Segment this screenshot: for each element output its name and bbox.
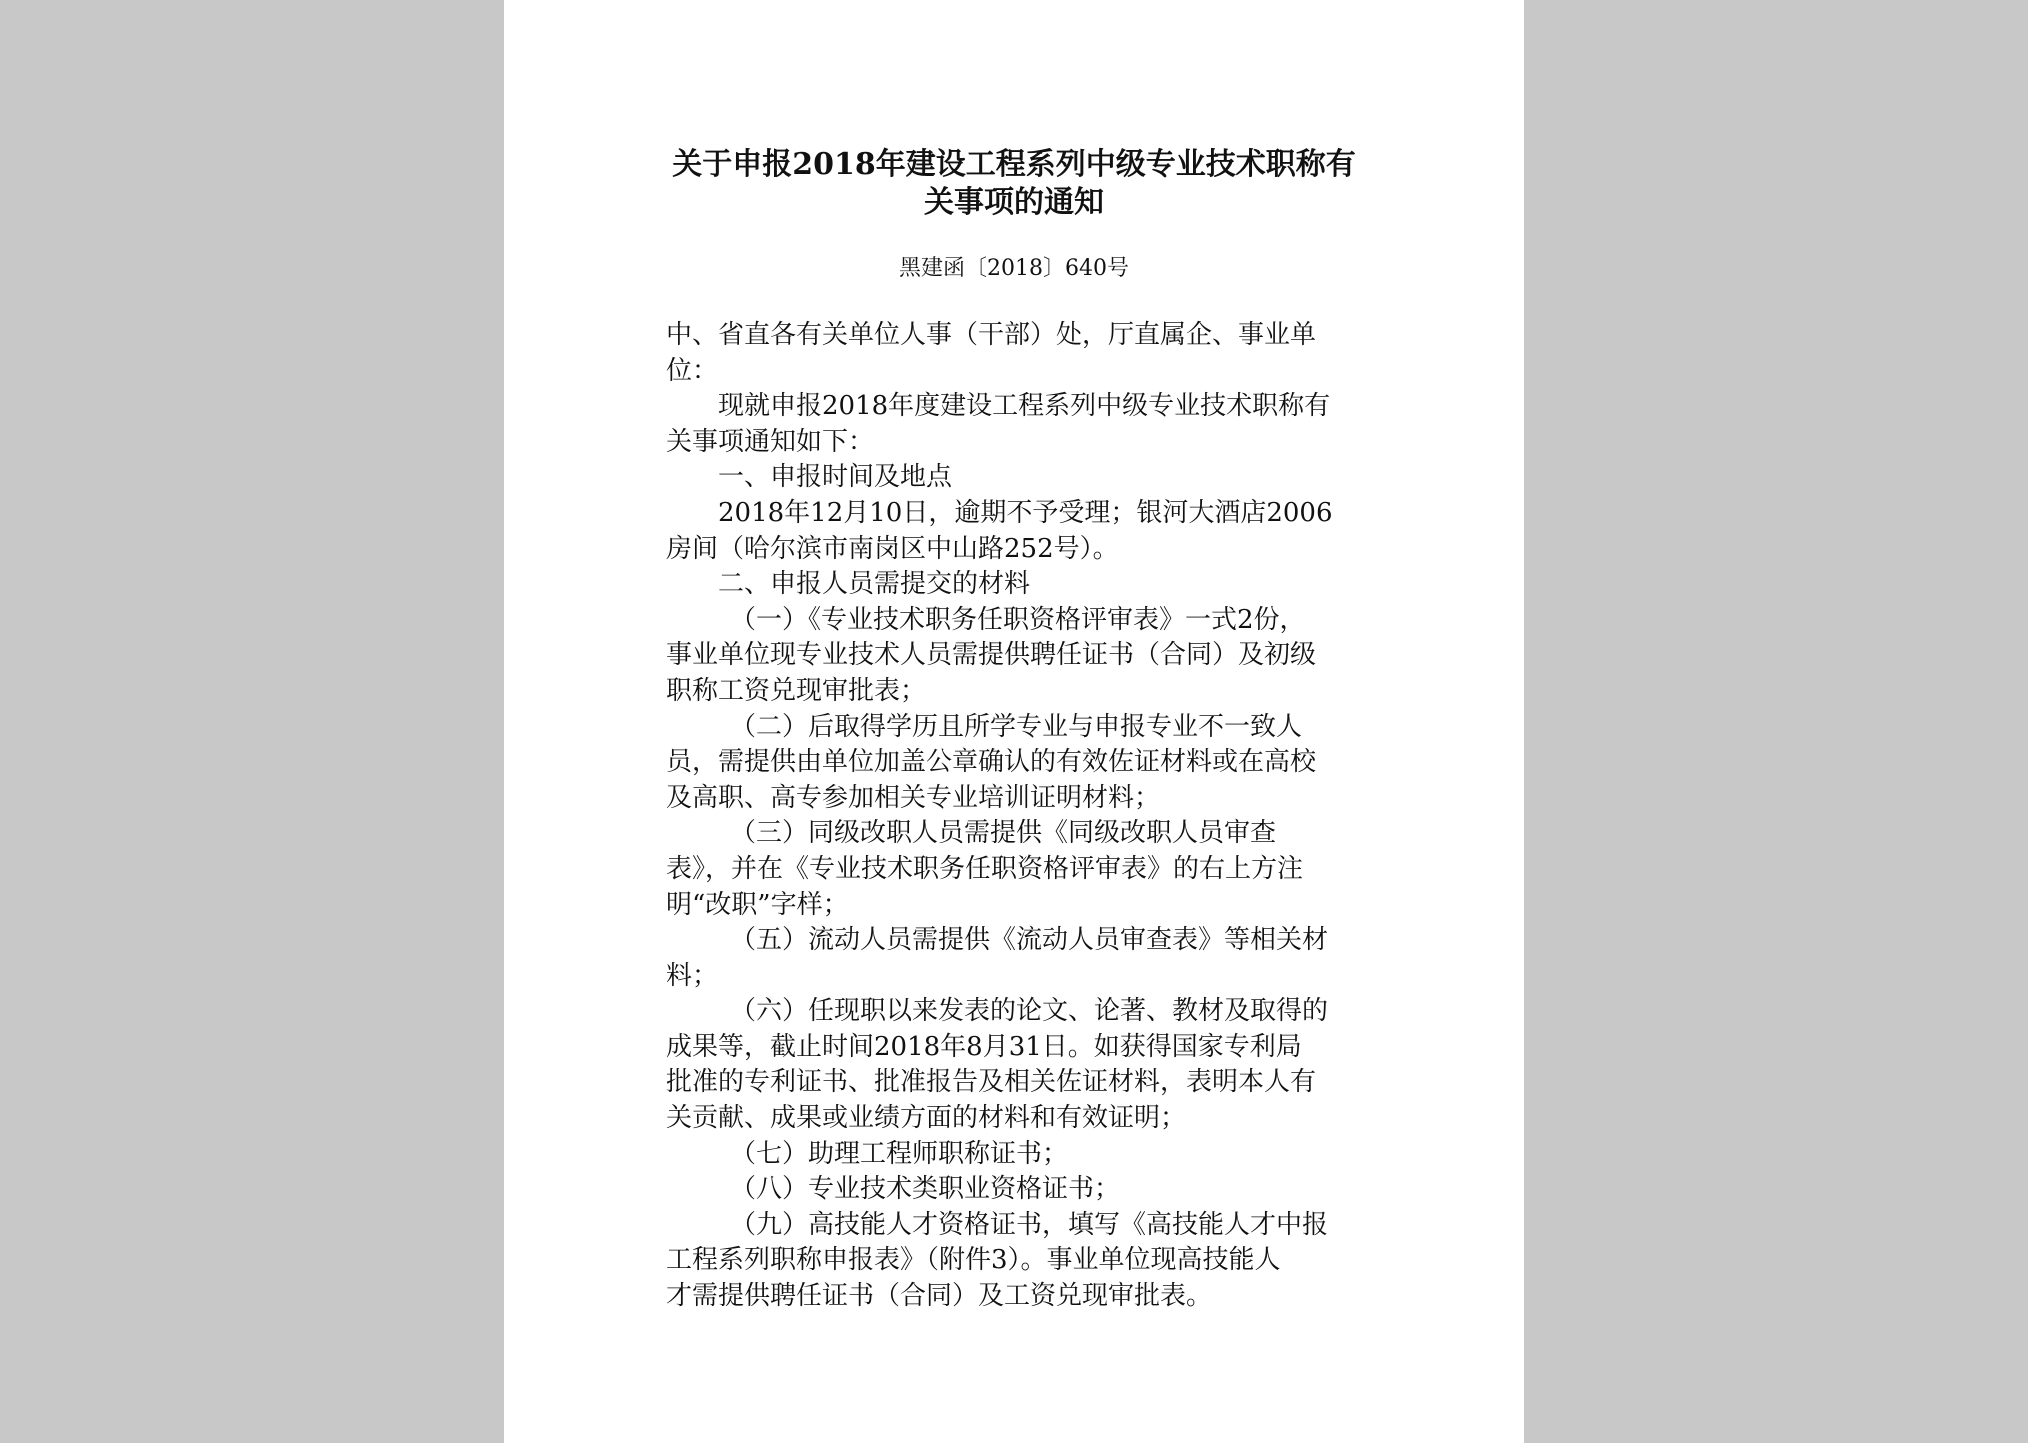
body-line: 关贡献、成果或业绩方面的材料和有效证明；: [666, 1103, 1187, 1134]
body-line: 房间（哈尔滨市南岗区中山路252号）。: [666, 533, 1119, 564]
document-number: 黑建函〔2018〕640号: [899, 256, 1129, 281]
body-line: 职称工资兑现审批表；: [666, 675, 927, 706]
body-line: 中、省直各有关单位人事（干部）处，厅直属企、事业单: [666, 320, 1317, 350]
body-line: （二）后取得学历且所学专业与申报专业不一致人: [730, 711, 1303, 742]
body-line: 关事项通知如下：: [666, 426, 875, 457]
body-line: （九）高技能人才资格证书，填写《高技能人才中报: [730, 1209, 1329, 1240]
document-page: [504, 0, 1524, 1443]
body-line: 批准的专利证书、批准报告及相关佐证材料，表明本人有: [666, 1067, 1317, 1098]
body-line: 表》，并在《专业技术职务任职资格评审表》的右上方注: [666, 853, 1304, 884]
body-line: 明“改职”字样；: [666, 889, 849, 920]
body-line: （六）任现职以来发表的论文、论著、教材及取得的: [730, 996, 1329, 1027]
document-title: [504, 146, 1524, 222]
body-line: 员，需提供由单位加盖公章确认的有效佐证材料或在高校: [666, 747, 1317, 778]
body-line: （三）同级改职人员需提供《同级改职人员审查: [730, 818, 1277, 849]
body-line: （七）助理工程师职称证书；: [730, 1138, 1069, 1169]
document-body: [666, 318, 1366, 1315]
body-line: 一、申报时间及地点: [718, 462, 953, 493]
title-line-2: 关事项的通知: [924, 185, 1104, 220]
body-line: （八）专业技术类职业资格证书；: [730, 1174, 1121, 1205]
body-line: 事业单位现专业技术人员需提供聘任证书（合同）及初级: [666, 640, 1317, 671]
body-line: 及高职、高专参加相关专业培训证明材料；: [666, 782, 1161, 813]
body-line: 2018年12月10日，逾期不予受理；银河大酒店2006: [718, 497, 1333, 528]
body-line: 料；: [666, 960, 719, 991]
body-line: （一）《专业技术职务任职资格评审表》一式2份，: [730, 604, 1306, 635]
body-line: 才需提供聘任证书（合同）及工资兑现审批表。: [666, 1281, 1213, 1312]
body-line: 现就申报2018年度建设工程系列中级专业技术职称有: [718, 391, 1331, 422]
body-line: 位：: [666, 355, 719, 386]
body-line: 二、申报人员需提交的材料: [718, 569, 1031, 600]
title-line-1: 关于申报2018年建设工程系列中级专业技术职称有: [672, 147, 1356, 182]
body-line: 工程系列职称申报表》（附件3）。事业单位现高技能人: [666, 1245, 1281, 1276]
body-line: （五）流动人员需提供《流动人员审查表》等相关材: [730, 925, 1329, 956]
body-line: 成果等，截止时间2018年8月31日。如获得国家专利局: [666, 1031, 1302, 1062]
